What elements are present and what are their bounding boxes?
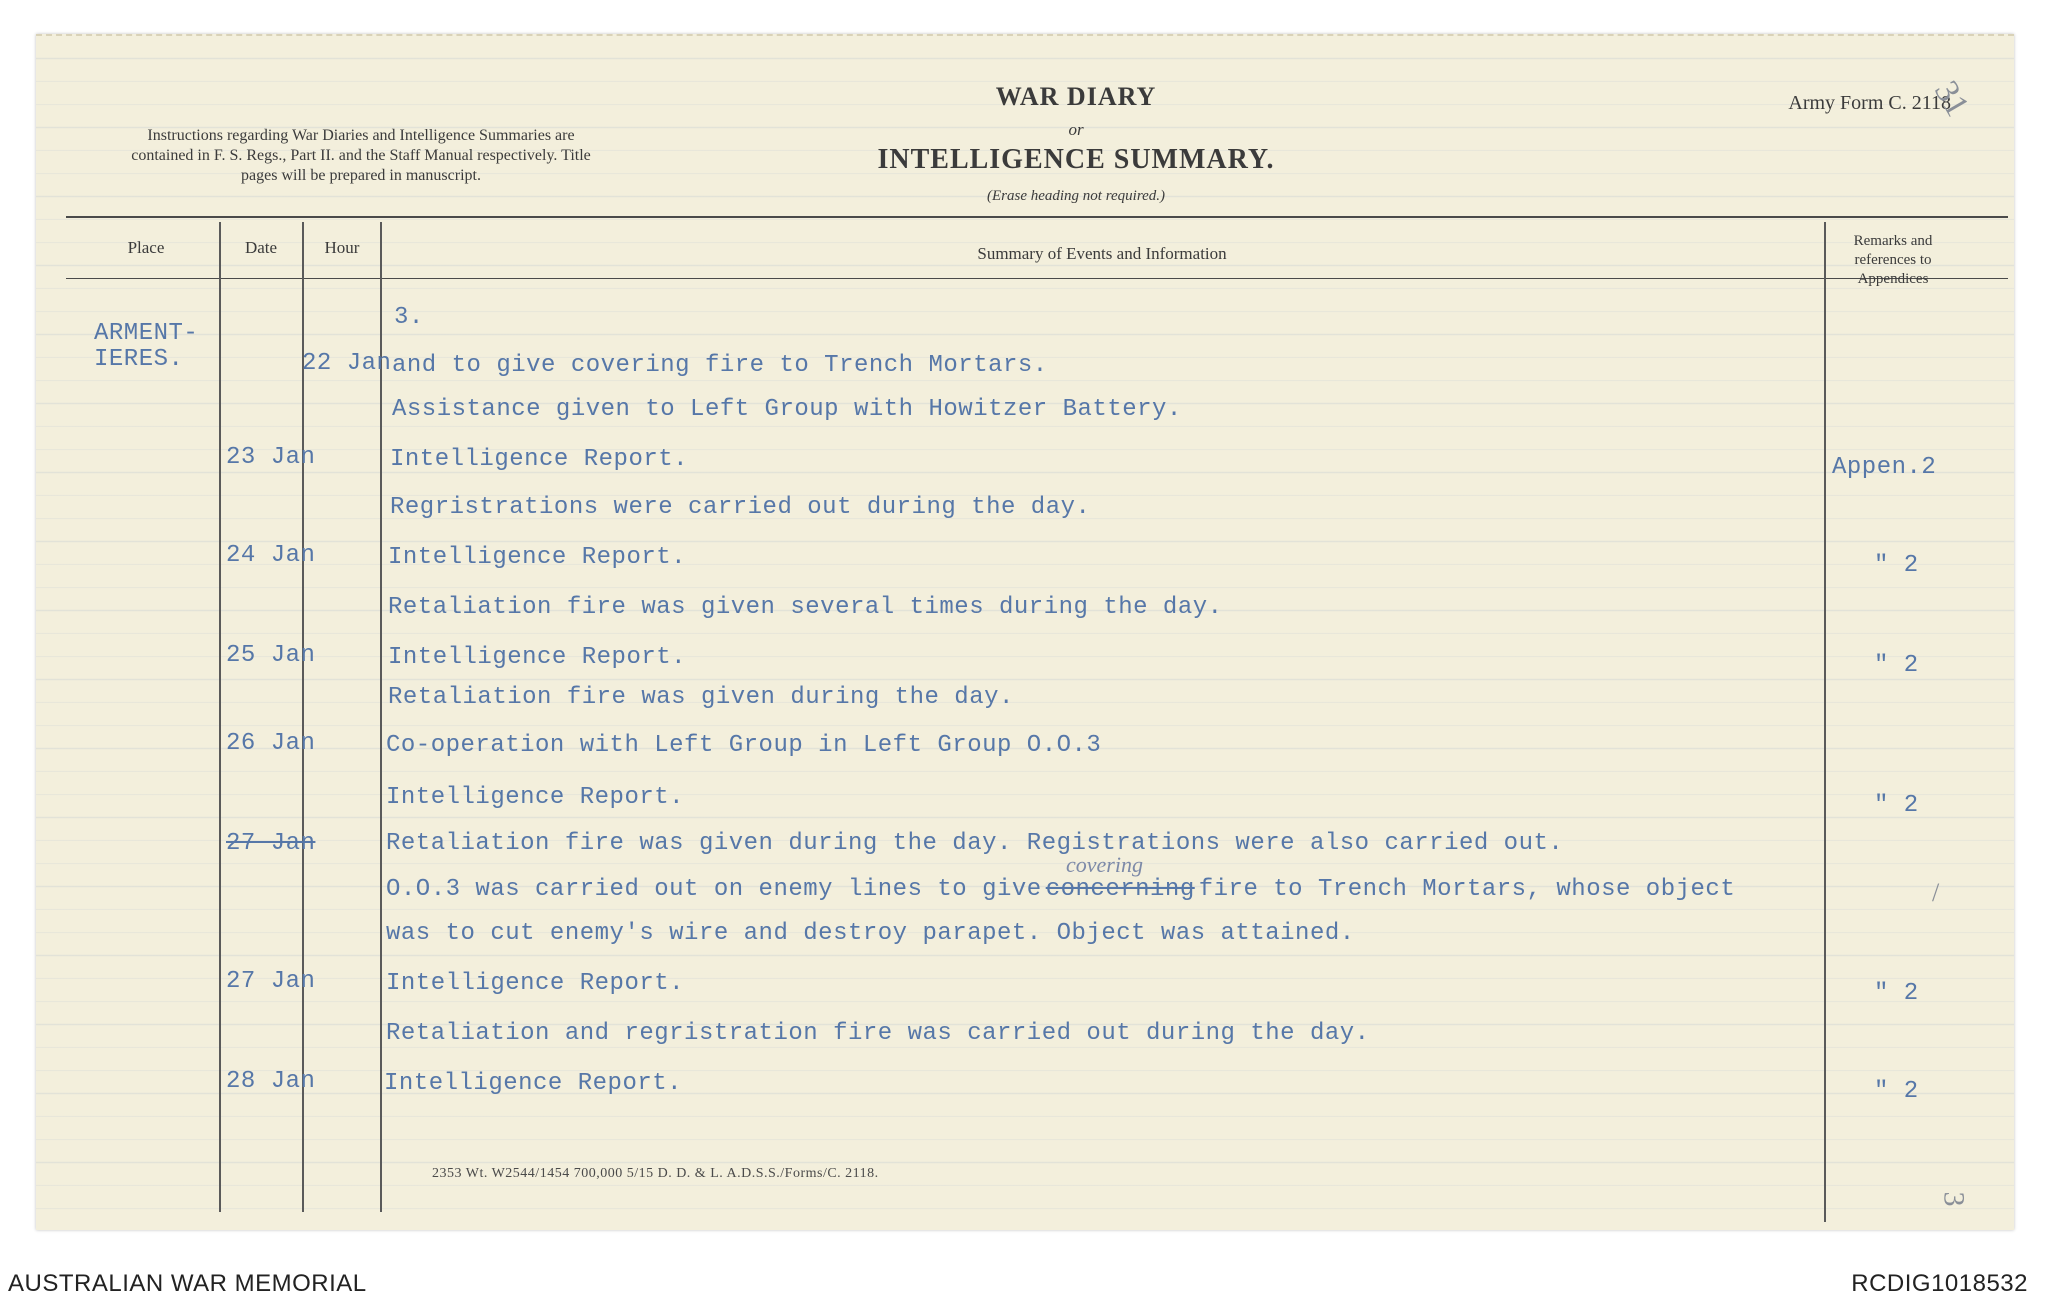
entry-text: Intelligence Report. [388, 544, 687, 571]
inserted-word: covering [1066, 852, 1143, 877]
entry-text: Retaliation fire was given during the day. [388, 684, 1014, 711]
col-head-hour: Hour [324, 238, 360, 257]
entry-remark: " 2 [1874, 652, 1919, 679]
war-diary-sheet [36, 34, 2014, 1230]
title-or: or [1068, 120, 1084, 139]
entry-line-with-correction [386, 876, 1735, 903]
title-intelligence-summary: INTELLIGENCE SUMMARY. [877, 144, 1275, 175]
col-head-place: Place [127, 238, 165, 257]
entry-text: Retaliation fire was given during the day. Registrations were also carried out. [386, 830, 1564, 857]
remark-mark: / [1932, 878, 1940, 907]
folio-number: 31 [1926, 74, 1976, 123]
place-line-1: ARMENT- [94, 320, 199, 347]
struck-word: concerning [1045, 876, 1195, 903]
entry-date: 27 Jan [226, 830, 316, 857]
entry-text-tail: fire to Trench Mortars, whose object [1198, 876, 1736, 903]
entry-text: Retaliation and regristration fire was carried out during the day. [386, 1020, 1370, 1047]
erase-note: (Erase heading not required.) [986, 188, 1166, 204]
entry-date: 28 Jan [226, 1068, 316, 1095]
entry-remark: " 2 [1874, 552, 1919, 579]
entry-text: Assistance given to Left Group with Howitzer Battery. [392, 396, 1182, 423]
col-head-date: Date [244, 238, 278, 257]
entry-text: Intelligence Report. [384, 1070, 683, 1097]
entry-text: was to cut enemy's wire and destroy parapet. Object was attained. [386, 920, 1355, 947]
entry-remark: " 2 [1874, 1078, 1919, 1105]
entry-text: Intelligence Report. [388, 644, 687, 671]
title-war-diary: WAR DIARY [995, 82, 1157, 111]
folio-number-bottom: 3 [1937, 1191, 1971, 1207]
col-head-summary: Summary of Events and Information [977, 244, 1227, 263]
entry-date: 26 Jan [226, 730, 316, 757]
entry-date: 23 Jan [226, 444, 316, 471]
archive-reference: RCDIG1018532 [1851, 1270, 2028, 1297]
place-line-2: IERES. [94, 346, 184, 373]
form-number: Army Form C. 2118. [1788, 92, 1956, 114]
entry-remark: " 2 [1874, 792, 1919, 819]
archive-credit: AUSTRALIAN WAR MEMORIAL [8, 1270, 367, 1297]
entry-text: Intelligence Report. [390, 446, 689, 473]
entry-text: 3. [394, 304, 424, 331]
entry-text: Co-operation with Left Group in Left Group O.O.3 [386, 732, 1102, 759]
entry-text: O.O.3 was carried out on enemy lines to give [386, 876, 1042, 903]
entry-date: 25 Jan [226, 642, 316, 669]
entry-text: and to give covering fire to Trench Mortars. [392, 352, 1048, 379]
entry-remark: Appen.2 [1832, 454, 1937, 481]
entry-text: Intelligence Report. [386, 970, 685, 997]
printer-imprint: 2353 Wt. W2544/1454 700,000 5/15 D. D. & L. A.D.S.S./Forms/C. 2118. [432, 1166, 879, 1181]
col-divider-place [219, 222, 221, 1212]
header-rule-top [66, 216, 2008, 218]
col-head-remarks: Remarks and references to Appendices [1853, 233, 1933, 287]
entry-date: 27 Jan [226, 968, 316, 995]
entry-text: Regristrations were carried out during the day. [390, 494, 1091, 521]
instructions-text: Instructions regarding War Diaries and Intelligence Summaries are contained in F. S. Regs., Part II. and the Staff Manual respectively. Title pages will be prepared in manuscript. [131, 127, 591, 184]
entry-text: Retaliation fire was given several times during the day. [388, 594, 1223, 621]
header-rule-bottom [66, 278, 2008, 279]
entry-date: 24 Jan [226, 542, 316, 569]
entry-remark: " 2 [1874, 980, 1919, 1007]
col-divider-summary [1824, 222, 1826, 1222]
entry-text: Intelligence Report. [386, 784, 685, 811]
entry-hour: 22 Jan [302, 350, 392, 377]
